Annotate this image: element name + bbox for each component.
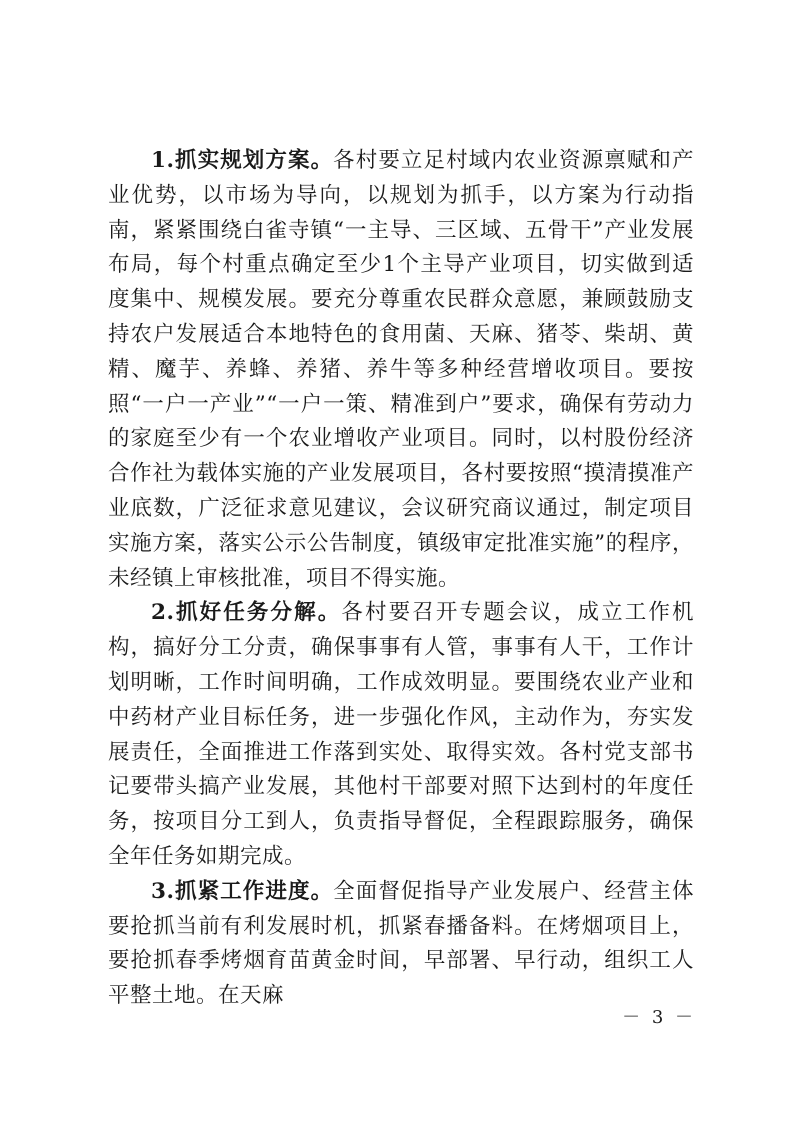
paragraph-1: [108, 144, 694, 596]
paragraph-1-text: 各村要立足村域内农业资源禀赋和产业优势，以市场为导向，以规划为抓手，以方案为行动指南，紧紧围绕白雀寺镇“一主导、三区域、五骨干”产业发展布局，每个村重点确定至少1个主导产业项目，切实做到适度集中、规模发展。要充分尊重农民群众意愿，兼顾鼓励支持农户发展适合本地特色的食用菌、天麻、猪苓、柴胡、黄精、魔芋、养蜂、养猪、养牛等多种经营增收项目。要按照“一户一产业”“一户一策、精准到户”要求，确保有劳动力的家庭至少有一个农业增收产业项目。同时，以村股份经济合作社为载体实施的产业发展项目，各村要按照“摸清摸准产业底数，广泛征求意见建议，会议研究商议通过，制定项目实施方案，落实公示公告制度，镇级审定批准实施”的程序，未经镇上审核批准，项目不得实施。: [108, 148, 694, 591]
paragraph-2-text: 各村要召开专题会议，成立工作机构，搞好分工分责，确保事事有人管，事事有人干，工作计划明晰，工作时间明确，工作成效明显。要围绕农业产业和中药材产业目标任务，进一步强化作风，主动作为，夯实发展责任，全面推进工作落到实处、取得实效。各村党支部书记要带头搞产业发展，其他村干部要对照下达到村的年度任务，按项目分工到人，负责指导督促，全程跟踪服务，确保全年任务如期完成。: [108, 600, 694, 869]
paragraph-2: [108, 596, 694, 874]
paragraph-3: [108, 875, 694, 1014]
paragraph-3-text: 全面督促指导产业发展户、经营主体要抢抓当前有利发展时机，抓紧春播备料。在烤烟项目上，要抢抓春季烤烟育苗黄金时间，早部署、早行动，组织工人平整土地。在天麻: [108, 878, 694, 1009]
document-body: [108, 144, 694, 1014]
paragraph-3-heading: 3.抓紧工作进度。: [151, 878, 334, 904]
page-number: － 3 －: [622, 1007, 696, 1028]
paragraph-1-heading: 1.抓实规划方案。: [151, 148, 334, 173]
paragraph-2-heading: 2.抓好任务分解。: [151, 600, 342, 626]
